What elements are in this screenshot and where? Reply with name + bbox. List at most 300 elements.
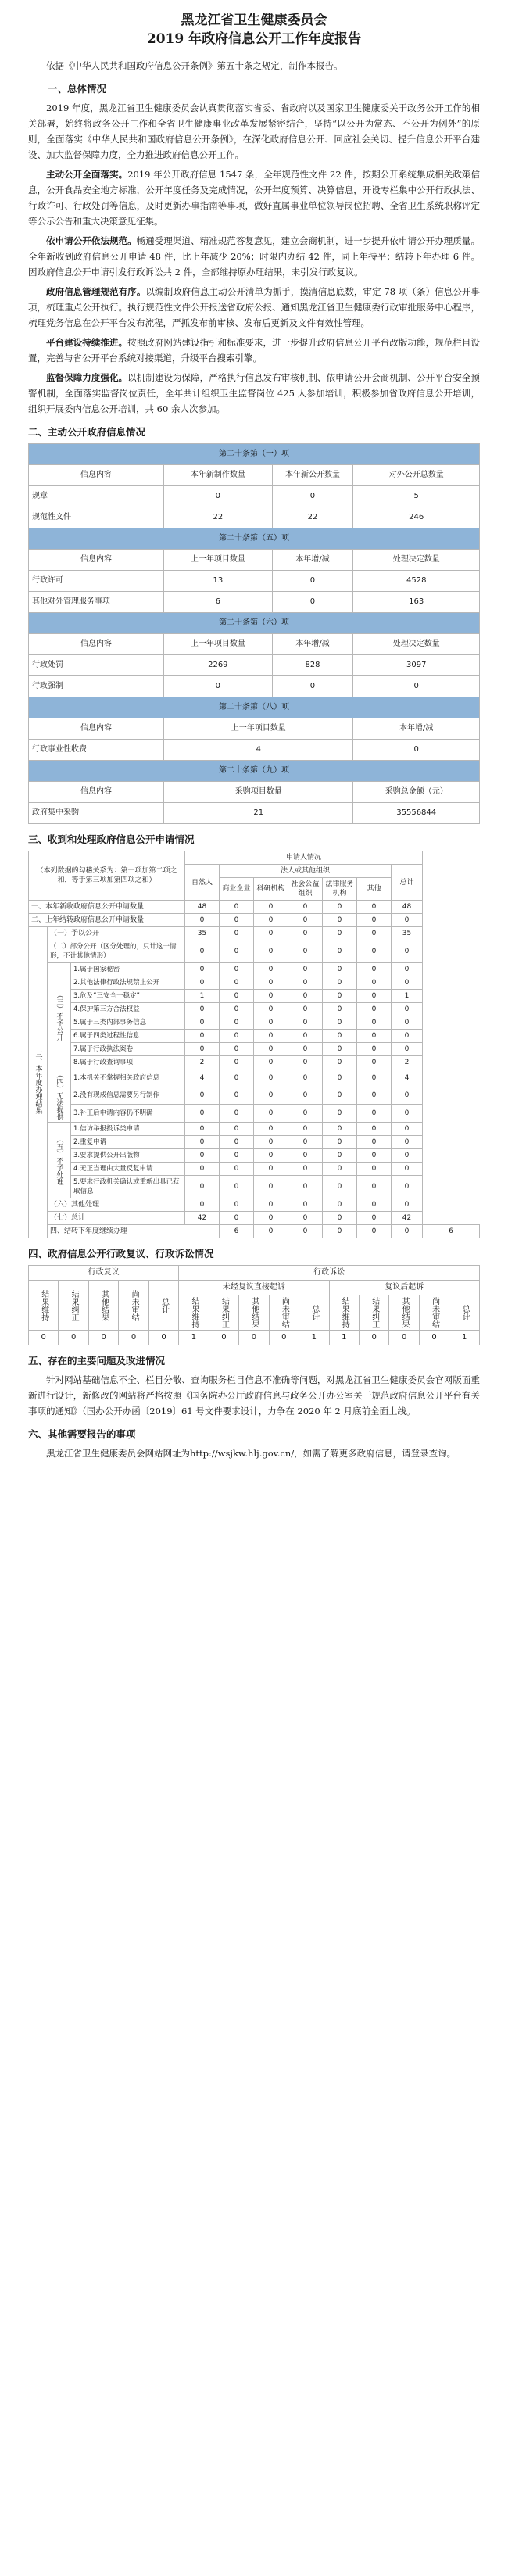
- table-cell: 0: [357, 1212, 392, 1225]
- table-cell: 0: [357, 1030, 392, 1043]
- table-row: [29, 1016, 480, 1030]
- total-header: 总计: [392, 865, 423, 901]
- header-cell: 信息内容: [29, 634, 164, 655]
- header-cell: 处理决定数量: [353, 550, 480, 571]
- table-cell: 0: [353, 676, 480, 697]
- header-cell: 上一年项目数量: [164, 634, 272, 655]
- table-cell: 0: [254, 1105, 288, 1123]
- table-cell: 1: [449, 1331, 480, 1345]
- header-text: 总计: [309, 1305, 319, 1320]
- table-cell: 0: [392, 1105, 423, 1123]
- table-cell: 6: [423, 1225, 480, 1238]
- header-cell: 本年增/减: [353, 718, 480, 740]
- table-cell: 0: [220, 1136, 254, 1149]
- sec1-paragraph-4: [28, 284, 480, 331]
- table-cell: 0: [254, 1087, 288, 1105]
- table-cell: 6: [164, 592, 272, 613]
- proactive-disclosure-table: [28, 443, 480, 824]
- row-label: 7.属于行政执法案卷: [71, 1043, 185, 1056]
- row-label: 行政许可: [29, 571, 164, 592]
- intro-paragraph: 依据《中华人民共和国政府信息公开条例》第五十条之规定，制作本报告。: [46, 60, 343, 71]
- table-cell: 0: [419, 1331, 449, 1345]
- table-cell: 0: [220, 990, 254, 1003]
- table-cell: 0: [323, 1123, 357, 1136]
- table-cell: 0: [323, 1056, 357, 1069]
- table-cell: 0: [392, 1198, 423, 1212]
- sec1-p4-body: 以编制政府信息主动公开清单为抓手，摸清信息底数，审定 78 项（条）信息公开事项，梳理重点公开执行。执行规范性文件公开报送省政府公报、通知黑龙江省卫生健康委行政审批服务中心程序，梳理党务信息在公开平台发布流程，严抓发布前审核、发布后更新及文件有效性管理。: [28, 286, 480, 328]
- table-cell: 0: [254, 990, 288, 1003]
- table-cell: 0: [357, 927, 392, 940]
- table-row: [29, 1105, 480, 1123]
- header-cell: [419, 1295, 449, 1331]
- table-cell: 0: [392, 1003, 423, 1016]
- table-cell: 4: [164, 740, 353, 761]
- table-cell: 0: [185, 1105, 220, 1123]
- row-label: 2.其他法律行政法规禁止公开: [71, 976, 185, 990]
- table-cell: 0: [357, 963, 392, 976]
- table-row: [29, 1149, 480, 1163]
- header-cell: 其他: [357, 878, 392, 901]
- table-cell: 0: [254, 940, 288, 963]
- table-cell: 0: [164, 486, 272, 507]
- row-label: 政府集中采购: [29, 803, 164, 824]
- row-label: 5.要求行政机关确认或重新出具已获取信息: [71, 1176, 185, 1198]
- table-cell: 6: [220, 1225, 254, 1238]
- table-cell: 0: [220, 1123, 254, 1136]
- table-row: [29, 901, 480, 914]
- table-row: [29, 1198, 480, 1212]
- table-cell: 0: [357, 990, 392, 1003]
- table-cell: 0: [185, 1149, 220, 1163]
- row-label: 4.保护第三方合法权益: [71, 1003, 185, 1016]
- header-text: 尚未审结: [280, 1297, 289, 1328]
- table-cell: 48: [185, 901, 220, 914]
- sec6-paragraph: 黑龙江省卫生健康委员会网站网址为http://wsjkw.hlj.gov.cn/，如需了解更多政府信息，请登录查询。: [46, 1448, 456, 1459]
- table-cell: 0: [164, 676, 272, 697]
- section-2-heading: 二、主动公开政府信息情况: [28, 426, 146, 438]
- header-cell: [329, 1295, 359, 1331]
- table-cell: 0: [88, 1331, 118, 1345]
- table-cell: 0: [392, 963, 423, 976]
- review-litigation-table: [28, 1265, 480, 1345]
- table-cell: 0: [392, 940, 423, 963]
- table-row: [29, 1069, 480, 1087]
- sec1-p5-body: 按照政府网站建设指引和标准要求，进一步提升政府信息公开平台改版功能，规范栏目设置，完善与省公开平台系统对接渠道，升级平台搜索引擎。: [28, 337, 480, 364]
- sec1-p3-body: 畅通受理渠道、精准规范答复意见，建立会商机制，进一步提升依申请公开办理质量。全年新收到政府信息公开申请 48 件，比上年减少 20%；时限内办结 42 件，同上年持平；结转下年办理 6 件。因政府信息公开申请引发行政诉讼共 2 件，全部维持原办理结果，未引发行政复议。: [28, 235, 480, 278]
- table-cell: 0: [269, 1331, 299, 1345]
- row-label: 3.要求提供公开出版物: [71, 1149, 185, 1163]
- sec1-paragraph-1: 2019 年度，黑龙江省卫生健康委员会认真贯彻落实省委、省政府以及国家卫生健康委关于政务公开工作的相关部署，始终将政务公开工作和全省卫生健康事业改革发展紧密结合，坚持“以公开为常态、不公开为例外”的原则，全面落实《中华人民共和国政府信息公开条例》，在深化政府信息公开、回应社会关切、提升信息公开平台建设、加大监督保障力度，全力推进政府信息公开工作。: [28, 102, 480, 160]
- table-cell: 0: [272, 592, 353, 613]
- table-cell: 0: [185, 1136, 220, 1149]
- table-band-row: [29, 528, 480, 550]
- table-cell: 0: [288, 1003, 323, 1016]
- table-row: [29, 1003, 480, 1016]
- table-cell: 0: [392, 1030, 423, 1043]
- header-text: 其他结果: [249, 1297, 259, 1328]
- table-cell: 0: [288, 963, 323, 976]
- header-text: 尚未审结: [430, 1297, 439, 1328]
- header-cell: [449, 1295, 480, 1331]
- table-cell: 1: [299, 1331, 329, 1345]
- table-cell: 0: [392, 976, 423, 990]
- table-cell: 0: [220, 1056, 254, 1069]
- section-4-heading: 四、政府信息公开行政复议、行政诉讼情况: [28, 1248, 214, 1259]
- row-label: 3.补正后申请内容仍不明确: [71, 1105, 185, 1123]
- row-label: 2.重复申请: [71, 1136, 185, 1149]
- row-label: （七）总计: [48, 1212, 185, 1225]
- table-cell: 13: [164, 571, 272, 592]
- table-cell: 0: [59, 1331, 88, 1345]
- table-band-row: [29, 697, 480, 718]
- table-header-row: [29, 782, 480, 803]
- table-cell: 0: [254, 927, 288, 940]
- table-cell: 0: [288, 940, 323, 963]
- header-cell: [179, 1295, 209, 1331]
- table-cell: 2: [392, 1056, 423, 1069]
- table-cell: 0: [288, 1105, 323, 1123]
- row-label: （二）部分公开（区分处理的，只计这一情形，不计其他情形）: [48, 940, 185, 963]
- table-cell: 0: [357, 1176, 392, 1198]
- table-cell: 42: [392, 1212, 423, 1225]
- sec1-paragraph-5: [28, 335, 480, 366]
- table-band-row: [29, 444, 480, 465]
- table-cell: 0: [29, 1331, 59, 1345]
- header-text: 结果纠正: [70, 1289, 79, 1321]
- table-cell: 0: [220, 914, 254, 927]
- table-cell: 0: [220, 927, 254, 940]
- table-row: [29, 507, 480, 528]
- header-cell: [119, 1281, 148, 1331]
- section-6-heading: 六、其他需要报告的事项: [28, 1428, 136, 1440]
- header-cell: [239, 1295, 269, 1331]
- table-cell: 0: [392, 1149, 423, 1163]
- table-header-row: [29, 634, 480, 655]
- table-header-row: [29, 851, 480, 865]
- sec1-p5-leadin: 平台建设持续推进。: [46, 337, 128, 348]
- header-cell: [299, 1295, 329, 1331]
- table-cell: 0: [323, 914, 357, 927]
- table-cell: 0: [148, 1331, 178, 1345]
- table-cell: 0: [220, 940, 254, 963]
- table-cell: 0: [254, 1198, 288, 1212]
- header-cell: 商业企业: [220, 878, 254, 901]
- table-cell: 0: [323, 976, 357, 990]
- table-cell: 0: [323, 1136, 357, 1149]
- table-cell: 0: [392, 1176, 423, 1198]
- header-text: 其他结果: [99, 1289, 109, 1321]
- table-cell: 3097: [353, 655, 480, 676]
- table-cell: 0: [357, 1225, 392, 1238]
- table-cell: 0: [353, 740, 480, 761]
- table-cell: 1: [185, 990, 220, 1003]
- table-row: [29, 1087, 480, 1105]
- table-row: [29, 1331, 480, 1345]
- table-cell: 0: [323, 1212, 357, 1225]
- table-cell: 163: [353, 592, 480, 613]
- table-cell: 0: [185, 914, 220, 927]
- group-label-results: 三、本年度办理结果: [29, 927, 48, 1238]
- table-cell: 0: [323, 927, 357, 940]
- header-cell: 本年增/减: [272, 634, 353, 655]
- row-label: 1.信访举报投诉类申请: [71, 1123, 185, 1136]
- table-cell: 0: [357, 1043, 392, 1056]
- table-cell: 1: [392, 990, 423, 1003]
- header-text: 总计: [460, 1305, 470, 1320]
- table-cell: 0: [254, 1176, 288, 1198]
- table-cell: 0: [254, 901, 288, 914]
- band-cell: 第二十条第（六）项: [29, 613, 480, 634]
- table-row: [29, 1136, 480, 1149]
- table-cell: 0: [254, 1212, 288, 1225]
- table-cell: 0: [220, 976, 254, 990]
- row-label: 其他对外管理服务事项: [29, 592, 164, 613]
- sec1-p3-leadin: 依申请公开依法规范。: [46, 235, 137, 246]
- table-cell: 35: [185, 927, 220, 940]
- table-cell: 0: [185, 1043, 220, 1056]
- table-row: [29, 940, 480, 963]
- row-label: 1.本机关不掌握相关政府信息: [71, 1069, 185, 1087]
- table-row: [29, 486, 480, 507]
- table-cell: 0: [323, 963, 357, 976]
- band-cell: 第二十条第（一）项: [29, 444, 480, 465]
- table-cell: 0: [272, 676, 353, 697]
- table-cell: 0: [254, 963, 288, 976]
- group-label-not-processed: （五）不予处理: [48, 1123, 71, 1198]
- table-cell: 0: [288, 1198, 323, 1212]
- header-cell: 对外公开总数量: [353, 465, 480, 486]
- table-cell: 0: [357, 976, 392, 990]
- table-cell: 1: [179, 1331, 209, 1345]
- table-cell: 0: [359, 1331, 388, 1345]
- row-label: 行政事业性收费: [29, 740, 164, 761]
- table-cell: 0: [392, 1043, 423, 1056]
- table-cell: 0: [392, 1225, 423, 1238]
- table-row: [29, 963, 480, 976]
- table-cell: 2269: [164, 655, 272, 676]
- table-cell: 22: [164, 507, 272, 528]
- table-cell: 0: [185, 1087, 220, 1105]
- table-cell: 0: [288, 914, 323, 927]
- table-cell: 0: [357, 1163, 392, 1176]
- header-text: 结果纠正: [370, 1297, 379, 1328]
- table-cell: 0: [254, 1123, 288, 1136]
- sec5-paragraph: 针对网站基础信息不全、栏目分散、查询服务栏目信息不准确等问题，对黑龙江省卫生健康委员会官网版面重新进行设计，新修改的网站将严格按照《国务院办公厅政府信息与政务公开办公室关于规范政府信息公开平台有关事项的通知》（国办公开办函〔2019〕61 号文件要求设计，力争在 2020 年 2 月底前全面上线。: [28, 1374, 480, 1417]
- row-label: （一）予以公开: [48, 927, 185, 940]
- table-cell: 0: [288, 1176, 323, 1198]
- header-cell: [88, 1281, 118, 1331]
- row-label: 规章: [29, 486, 164, 507]
- row-label: 3.危及“三安全一稳定”: [71, 990, 185, 1003]
- row-label: 4.无正当理由大量反复申请: [71, 1163, 185, 1176]
- table-cell: 0: [254, 1225, 288, 1238]
- table-cell: 0: [389, 1331, 419, 1345]
- band-cell: 第二十条第（八）项: [29, 697, 480, 718]
- table-cell: 0: [239, 1331, 269, 1345]
- sec1-paragraph-2: [28, 167, 480, 229]
- header-cell: 本年新公开数量: [272, 465, 353, 486]
- title-line-2: 2019 年政府信息公开工作年度报告: [146, 31, 362, 47]
- table-cell: 828: [272, 655, 353, 676]
- table-cell: 0: [220, 1212, 254, 1225]
- table-cell: 0: [220, 1016, 254, 1030]
- application-handling-table: [28, 851, 480, 1238]
- table-row: [29, 990, 480, 1003]
- table-cell: 35: [392, 927, 423, 940]
- header-cell: 采购项目数量: [164, 782, 353, 803]
- header-cell: [29, 1281, 59, 1331]
- sec1-p4-leadin: 政府信息管理规范有序。: [46, 286, 146, 297]
- header-cell: [389, 1295, 419, 1331]
- sec1-p6-leadin: 监督保障力度强化。: [46, 372, 128, 383]
- table-cell: 0: [185, 1198, 220, 1212]
- header-cell: 信息内容: [29, 718, 164, 740]
- group-label-not-disclosed: （三）不予公开: [48, 963, 71, 1069]
- table-cell: 0: [254, 1149, 288, 1163]
- table-cell: 0: [288, 1069, 323, 1087]
- table-row: [29, 976, 480, 990]
- legal-person-header: 法人或其他组织: [220, 865, 392, 878]
- header-cell: 上一年项目数量: [164, 718, 353, 740]
- table-cell: 0: [185, 1123, 220, 1136]
- table-cell: 0: [220, 901, 254, 914]
- table-cell: 0: [392, 1016, 423, 1030]
- table-row: [29, 914, 480, 927]
- table-cell: 0: [357, 1136, 392, 1149]
- table-row: [29, 676, 480, 697]
- table-cell: 0: [323, 1087, 357, 1105]
- table-cell: 0: [220, 1069, 254, 1087]
- title-line-1: 黑龙江省卫生健康委员会: [181, 13, 327, 28]
- table-cell: 0: [288, 1087, 323, 1105]
- table-cell: 0: [357, 914, 392, 927]
- header-cell: 信息内容: [29, 465, 164, 486]
- row-label: 1.属于国家秘密: [71, 963, 185, 976]
- table-cell: 5: [353, 486, 480, 507]
- table-cell: 0: [392, 914, 423, 927]
- admin-review-header: 行政复议: [29, 1266, 179, 1281]
- table-cell: 0: [209, 1331, 238, 1345]
- row-label: 行政强制: [29, 676, 164, 697]
- table-row: [29, 1123, 480, 1136]
- header-cell: 法律服务机构: [323, 878, 357, 901]
- table-header-row: [29, 718, 480, 740]
- table-cell: 0: [323, 990, 357, 1003]
- table-cell: 0: [288, 1043, 323, 1056]
- row-label: 8.属于行政查询事项: [71, 1056, 185, 1069]
- table-cell: 0: [288, 976, 323, 990]
- table-cell: 0: [288, 1149, 323, 1163]
- header-text: 结果维持: [340, 1297, 349, 1328]
- table-cell: 0: [288, 1163, 323, 1176]
- table-cell: 0: [254, 1016, 288, 1030]
- table-row: [29, 1163, 480, 1176]
- sec1-p6-body: 以机制建设为保障，严格执行信息发布审核机制、依申请公开会商机制、公开平台安全预警机制，全面落实监督岗位责任，全年共计组织卫生监督岗位 425 人参加培训，积极参加省政府信息公开培训，组织开展委内信息公开培训，共 60 余人次参加。: [28, 372, 480, 414]
- header-text: 总计: [159, 1297, 169, 1313]
- natural-person-header: 自然人: [185, 865, 220, 901]
- table-header-row: [29, 465, 480, 486]
- table-cell: 0: [357, 1003, 392, 1016]
- sec1-paragraph-3: [28, 233, 480, 280]
- table-cell: 0: [185, 976, 220, 990]
- row-label: 二、上年结转政府信息公开申请数量: [29, 914, 185, 927]
- row-label: 行政处罚: [29, 655, 164, 676]
- table-cell: 0: [288, 990, 323, 1003]
- table-cell: 0: [323, 1149, 357, 1163]
- row-label: 规范性文件: [29, 507, 164, 528]
- table-cell: 2: [185, 1056, 220, 1069]
- table-cell: 0: [254, 1056, 288, 1069]
- table-row: [29, 1176, 480, 1198]
- table-cell: 246: [353, 507, 480, 528]
- table-cell: 0: [357, 1087, 392, 1105]
- table-cell: 0: [357, 1069, 392, 1087]
- table-cell: 0: [272, 486, 353, 507]
- table-cell: 0: [323, 1163, 357, 1176]
- header-cell: [59, 1281, 88, 1331]
- table-cell: 0: [357, 940, 392, 963]
- table-cell: 35556844: [353, 803, 480, 824]
- table-cell: 0: [357, 1016, 392, 1030]
- table-cell: 0: [185, 963, 220, 976]
- header-cell: 本年增/减: [272, 550, 353, 571]
- litigation-header: 行政诉讼: [179, 1266, 480, 1281]
- table-row: [29, 571, 480, 592]
- row-label: 5.属于三类内部事务信息: [71, 1016, 185, 1030]
- header-cell: 社会公益组织: [288, 878, 323, 901]
- table-cell: 0: [357, 1198, 392, 1212]
- table-cell: 0: [323, 1176, 357, 1198]
- table-cell: 0: [185, 1176, 220, 1198]
- sec1-paragraph-6: [28, 370, 480, 417]
- table-cell: 0: [220, 1176, 254, 1198]
- table-cell: 0: [288, 1225, 323, 1238]
- group-label-unable-to-provide: （四）无法提供: [48, 1069, 71, 1123]
- report-title: [28, 11, 480, 48]
- header-text: 其他结果: [400, 1297, 410, 1328]
- table-cell: 0: [220, 1149, 254, 1163]
- table-cell: 0: [254, 1069, 288, 1087]
- table-cell: 0: [185, 940, 220, 963]
- table-cell: 0: [220, 1030, 254, 1043]
- table-header-row: [29, 1281, 480, 1295]
- header-text: 结果纠正: [220, 1297, 229, 1328]
- table-cell: 0: [220, 1105, 254, 1123]
- table-cell: 0: [323, 1016, 357, 1030]
- header-cell: 上一年项目数量: [164, 550, 272, 571]
- band-cell: 第二十条第（五）项: [29, 528, 480, 550]
- band-cell: 第二十条第（九）项: [29, 761, 480, 782]
- section-1-heading: 一、总体情况: [48, 83, 107, 95]
- table-cell: 0: [323, 1105, 357, 1123]
- table-cell: 0: [357, 1123, 392, 1136]
- table-band-row: [29, 761, 480, 782]
- table-cell: 0: [357, 901, 392, 914]
- table-cell: 0: [288, 1212, 323, 1225]
- table-row: [29, 1212, 480, 1225]
- row-label: 一、本年新收政府信息公开申请数量: [29, 901, 185, 914]
- table-cell: 0: [185, 1003, 220, 1016]
- table-row: [29, 1030, 480, 1043]
- row-label: 四、结转下年度继续办理: [48, 1225, 220, 1238]
- table-cell: 0: [272, 571, 353, 592]
- table-cell: 0: [392, 1123, 423, 1136]
- table-cell: 0: [220, 1043, 254, 1056]
- header-text: 结果维持: [189, 1297, 199, 1328]
- header-cell: [148, 1281, 178, 1331]
- table-row: [29, 803, 480, 824]
- table-cell: 0: [288, 901, 323, 914]
